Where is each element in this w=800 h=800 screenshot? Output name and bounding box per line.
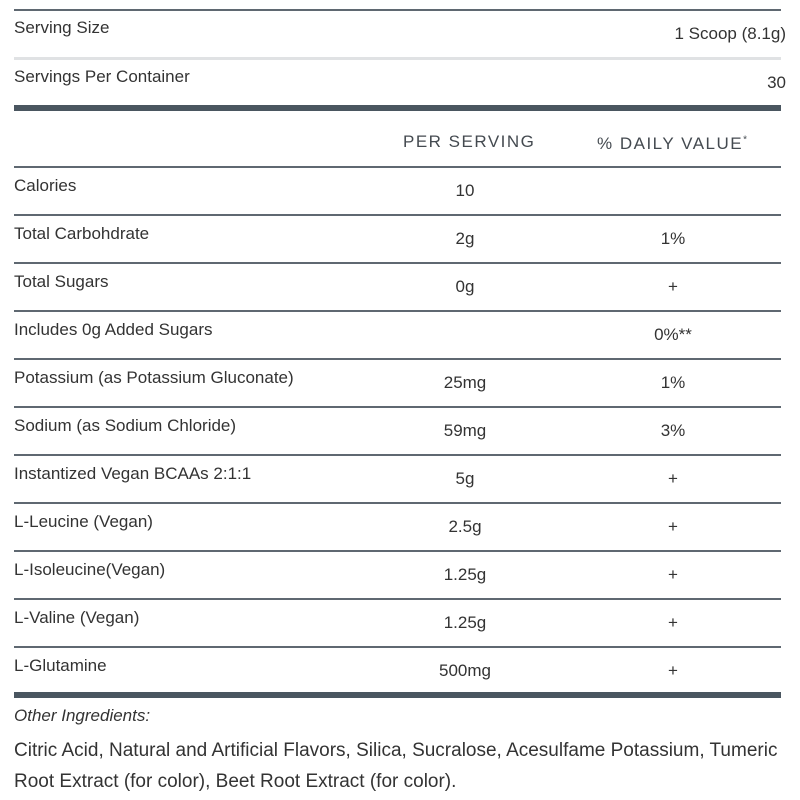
per-serving-header: PER SERVING xyxy=(403,132,536,151)
daily-value: + xyxy=(668,469,678,488)
thick-divider-bottom xyxy=(14,692,781,698)
nutrient-name: Includes 0g Added Sugars xyxy=(14,320,213,339)
nutrient-name: Total Carbohdrate xyxy=(14,224,150,243)
per-serving-value: 0g xyxy=(455,277,475,296)
header-rule xyxy=(14,166,781,168)
daily-value: + xyxy=(668,613,678,632)
row-divider xyxy=(14,262,781,264)
nutrient-name: L-Valine (Vegan) xyxy=(14,608,140,627)
thick-divider-top xyxy=(14,105,781,111)
per-serving-value: 1.25g xyxy=(443,565,487,584)
nutrient-name: L-Isoleucine(Vegan) xyxy=(14,560,166,579)
daily-value-header: % DAILY VALUE* xyxy=(597,134,748,153)
top-rule xyxy=(14,9,781,11)
daily-value: + xyxy=(668,277,678,296)
daily-value: + xyxy=(668,565,678,584)
daily-value: + xyxy=(668,517,678,536)
per-serving-value: 5g xyxy=(455,469,475,488)
per-serving-value: 1.25g xyxy=(443,613,487,632)
per-serving-value: 500mg xyxy=(439,661,491,680)
serving-divider xyxy=(14,57,781,60)
serving-size-value: 1 Scoop (8.1g) xyxy=(674,24,786,43)
daily-value: 3% xyxy=(660,421,686,440)
nutrient-name: Sodium (as Sodium Chloride) xyxy=(14,416,237,435)
nutrient-name: Potassium (as Potassium Gluconate) xyxy=(14,368,294,387)
daily-value: 1% xyxy=(660,373,686,392)
per-serving-value: 10 xyxy=(455,181,475,200)
row-divider xyxy=(14,310,781,312)
nutrient-name: Total Sugars xyxy=(14,272,109,291)
row-divider xyxy=(14,646,781,648)
nutrient-name: Calories xyxy=(14,176,77,195)
row-divider xyxy=(14,598,781,600)
nutrient-name: L-Leucine (Vegan) xyxy=(14,512,153,531)
row-divider xyxy=(14,406,781,408)
per-serving-value: 25mg xyxy=(443,373,487,392)
servings-per-container-value: 30 xyxy=(767,73,786,92)
row-divider xyxy=(14,550,781,552)
row-divider xyxy=(14,454,781,456)
other-ingredients-label: Other Ingredients: xyxy=(14,706,151,725)
daily-value: + xyxy=(668,661,678,680)
nutrient-name: L-Glutamine xyxy=(14,656,107,675)
daily-value: 1% xyxy=(660,229,686,248)
daily-value-footnote-marker: * xyxy=(743,134,748,146)
serving-size-label: Serving Size xyxy=(14,18,110,37)
per-serving-value: 2.5g xyxy=(448,517,482,536)
row-divider xyxy=(14,214,781,216)
row-divider xyxy=(14,358,781,360)
servings-per-container-label: Servings Per Container xyxy=(14,67,190,86)
other-ingredients-text: Citric Acid, Natural and Artificial Flavors, Silica, Sucralose, Acesulfame Potassium, Tumeric Root Extract (for color), Beet Root Extract (for color). xyxy=(14,740,778,792)
daily-value: 0%** xyxy=(654,325,692,344)
per-serving-value: 59mg xyxy=(443,421,487,440)
row-divider xyxy=(14,502,781,504)
per-serving-value: 2g xyxy=(455,229,475,248)
nutrient-name: Instantized Vegan BCAAs 2:1:1 xyxy=(14,464,252,483)
